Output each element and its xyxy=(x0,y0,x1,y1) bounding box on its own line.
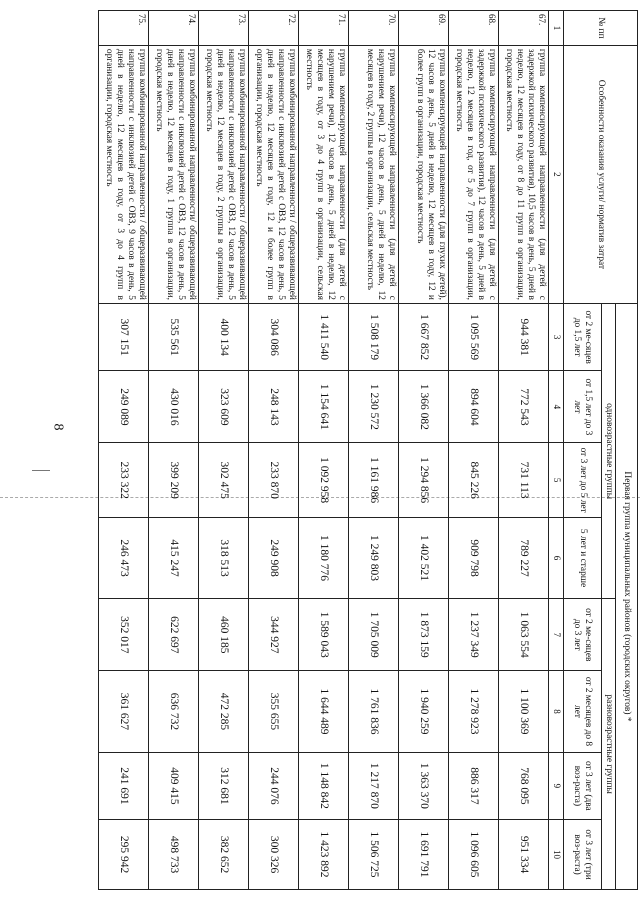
header-age-col: 5 лет и старше xyxy=(564,517,602,598)
cost-value: 1 092 958 xyxy=(299,443,349,517)
cost-value: 1 180 776 xyxy=(299,517,349,598)
table-row xyxy=(149,11,199,890)
cost-value: 1 096 605 xyxy=(449,820,499,890)
cost-value: 304 086 xyxy=(249,303,299,370)
cost-value: 248 143 xyxy=(249,371,299,443)
column-index: 6 xyxy=(549,517,564,598)
row-description: группа компенсирующей направленности (для детей с задержкой психического развития), 10,5 часов в день, 5 дней в неделю, 12 месяцев в году, от 8 до 11 групп в организации, городская местность xyxy=(499,45,549,303)
cost-value: 1 095 569 xyxy=(449,303,499,370)
table-row xyxy=(99,11,149,890)
cost-value: 1 366 082 xyxy=(399,371,449,443)
row-number: 73. xyxy=(199,11,249,46)
cost-value: 1 154 641 xyxy=(299,371,349,443)
row-number: 67. xyxy=(499,11,549,46)
table-row xyxy=(199,11,249,890)
row-description: группа комбинированной направленности / общеразвивающей направленности с инклюзией детей с ОВЗ, 12 часов в день, 5 дней в неделю, 12 месяцев в году, 12 и более групп в организации, городская местность xyxy=(249,45,299,303)
column-index: 1 xyxy=(549,11,564,46)
cost-value: 1 423 892 xyxy=(299,820,349,890)
cost-value: 1 873 159 xyxy=(399,599,449,671)
row-number: 68. xyxy=(449,11,499,46)
row-description: группа компенсирующей направленности (для детей с задержкой психического развития), 12 часов в день, 5 дней в неделю, 12 месяцев в год, от 5 до 7 групп в организации, городская местность xyxy=(449,45,499,303)
cost-value: 233 870 xyxy=(249,443,299,517)
cost-value: 361 627 xyxy=(99,671,149,752)
row-number: 74. xyxy=(149,11,199,46)
cost-value: 894 604 xyxy=(449,371,499,443)
cost-value: 1 644 489 xyxy=(299,671,349,752)
cost-value: 302 475 xyxy=(199,443,249,517)
row-description: группа компенсирующей направленности (для детей с нарушением речи), 12 часов в день, 5 дней в неделю, 12 месяцев в году, 2 группы в организации, сельская местность xyxy=(349,45,399,303)
column-index: 8 xyxy=(549,671,564,752)
cost-value: 472 285 xyxy=(199,671,249,752)
cost-value: 382 652 xyxy=(199,820,249,890)
cost-value: 772 543 xyxy=(499,371,549,443)
cost-value: 1 249 803 xyxy=(349,517,399,598)
header-group: Первая группа муниципальных районов (городских округов) * xyxy=(616,303,638,889)
cost-value: 1 667 852 xyxy=(399,303,449,370)
table-row xyxy=(449,11,499,890)
row-number: 72. xyxy=(249,11,299,46)
scan-mark xyxy=(32,470,50,471)
row-number: 69. xyxy=(399,11,449,46)
column-index: 2 xyxy=(549,45,564,303)
cost-value: 1 705 009 xyxy=(349,599,399,671)
cost-value: 1 148 842 xyxy=(299,752,349,819)
column-index: 4 xyxy=(549,371,564,443)
cost-value: 768 095 xyxy=(499,752,549,819)
column-index: 7 xyxy=(549,599,564,671)
cost-value: 323 609 xyxy=(199,371,249,443)
cost-value: 355 655 xyxy=(249,671,299,752)
cost-value: 249 908 xyxy=(249,517,299,598)
cost-value: 1 691 791 xyxy=(399,820,449,890)
row-number: 75. xyxy=(99,11,149,46)
cost-value: 1 506 725 xyxy=(349,820,399,890)
header-age-col: от 1,5 лет до 3 лет xyxy=(564,371,602,443)
cost-value: 352 017 xyxy=(99,599,149,671)
page-number: 8 xyxy=(50,423,66,431)
cost-value: 1 363 370 xyxy=(399,752,449,819)
cost-value: 1 402 521 xyxy=(399,517,449,598)
cost-value: 1 161 986 xyxy=(349,443,399,517)
table-row xyxy=(299,11,349,890)
row-number: 70. xyxy=(349,11,399,46)
cost-value: 241 691 xyxy=(99,752,149,819)
column-index: 5 xyxy=(549,443,564,517)
table-row xyxy=(399,11,449,890)
cost-value: 1 063 554 xyxy=(499,599,549,671)
cost-value: 409 415 xyxy=(149,752,199,819)
cost-value: 731 113 xyxy=(499,443,549,517)
header-age-col: от 2 ме-сяцев до 1,5 лет xyxy=(564,303,602,370)
header-age-col: от 3 лет (два воз-раста) xyxy=(564,752,602,819)
cost-value: 249 089 xyxy=(99,371,149,443)
cost-value: 1 217 870 xyxy=(349,752,399,819)
rotated-sheet xyxy=(78,10,638,890)
cost-value: 789 227 xyxy=(499,517,549,598)
cost-value: 1 940 259 xyxy=(399,671,449,752)
cost-value: 622 697 xyxy=(149,599,199,671)
cost-value: 312 681 xyxy=(199,752,249,819)
header-age-col: от 3 лет до 5 лет xyxy=(564,443,602,517)
cost-value: 636 732 xyxy=(149,671,199,752)
cost-value: 535 561 xyxy=(149,303,199,370)
cost-table xyxy=(98,10,638,890)
cost-value: 400 134 xyxy=(199,303,249,370)
row-description: группа комбинированной направленности / общеразвивающей направленности с инклюзией детей с ОВЗ, 9 часов в день, 5 дней в неделю, 12 месяцев в году, от 3 до 4 групп в организации, городская местность xyxy=(99,45,149,303)
cost-value: 1 237 349 xyxy=(449,599,499,671)
cost-value: 233 322 xyxy=(99,443,149,517)
cost-value: 399 209 xyxy=(149,443,199,517)
cost-value: 951 334 xyxy=(499,820,549,890)
row-description: группа комбинированной направленности / общеразвивающей направленности с инклюзией детей с ОВЗ, 12 часов в день, 5 дней в неделю, 12 месяцев в году, 2 группы в организации, городская местность xyxy=(199,45,249,303)
header-age-col: от 3 лет (три воз-раста) xyxy=(564,820,602,890)
table-row xyxy=(249,11,299,890)
header-number: № пп xyxy=(564,11,638,46)
cost-value: 295 942 xyxy=(99,820,149,890)
cost-value: 1 589 043 xyxy=(299,599,349,671)
cost-value: 944 381 xyxy=(499,303,549,370)
row-number: 71. xyxy=(299,11,349,46)
cost-value: 886 317 xyxy=(449,752,499,819)
cost-value: 909 798 xyxy=(449,517,499,598)
column-index: 3 xyxy=(549,303,564,370)
cost-value: 1 100 369 xyxy=(499,671,549,752)
cost-value: 307 151 xyxy=(99,303,149,370)
cost-value: 1 761 836 xyxy=(349,671,399,752)
header-age-col: от 2 ме-сяцев до 3 лет xyxy=(564,599,602,671)
cost-value: 344 927 xyxy=(249,599,299,671)
table-row xyxy=(499,11,549,890)
header-description: Особенности оказания услуги/ норматив затрат xyxy=(564,45,638,303)
table-row xyxy=(349,11,399,890)
cost-value: 1 508 179 xyxy=(349,303,399,370)
cost-value: 300 326 xyxy=(249,820,299,890)
column-index: 10 xyxy=(549,820,564,890)
row-description: группа компенсирующей направленности (для детей с нарушением речи), 12 часов в день, 5 дней в неделю, 12 месяцев в году, от 3 до 4 групп в организации, сельская местность xyxy=(299,45,349,303)
cost-value: 460 185 xyxy=(199,599,249,671)
cost-value: 498 733 xyxy=(149,820,199,890)
column-index: 9 xyxy=(549,752,564,819)
cost-value: 415 247 xyxy=(149,517,199,598)
cost-value: 246 473 xyxy=(99,517,149,598)
cost-value: 244 076 xyxy=(249,752,299,819)
cost-value: 318 513 xyxy=(199,517,249,598)
cost-value: 1 278 923 xyxy=(449,671,499,752)
cost-value: 430 016 xyxy=(149,371,199,443)
header-mixed-age: разновозрастные группы xyxy=(602,599,616,890)
row-description: группа комбинированной направленности/ общеразвивающей направленности с инклюзией детей с ОВЗ, 12 часов в день, 5 дней в неделю, 12 месяцев в году, 1 группа в организации, городская местность xyxy=(149,45,199,303)
header-age-col: от 2 месяцев до 8 лет xyxy=(564,671,602,752)
cost-value: 1 230 572 xyxy=(349,371,399,443)
cost-value: 845 226 xyxy=(449,443,499,517)
cost-value: 1 411 540 xyxy=(299,303,349,370)
header-same-age: одновозрастные группы xyxy=(602,303,616,598)
cost-value: 1 294 856 xyxy=(399,443,449,517)
row-description: группа компенсирующей направленности (для глухих детей), 12 часов в день, 5 дней в неделю, 12 месяцев в году, 12 и более групп в организации, городская местность xyxy=(399,45,449,303)
